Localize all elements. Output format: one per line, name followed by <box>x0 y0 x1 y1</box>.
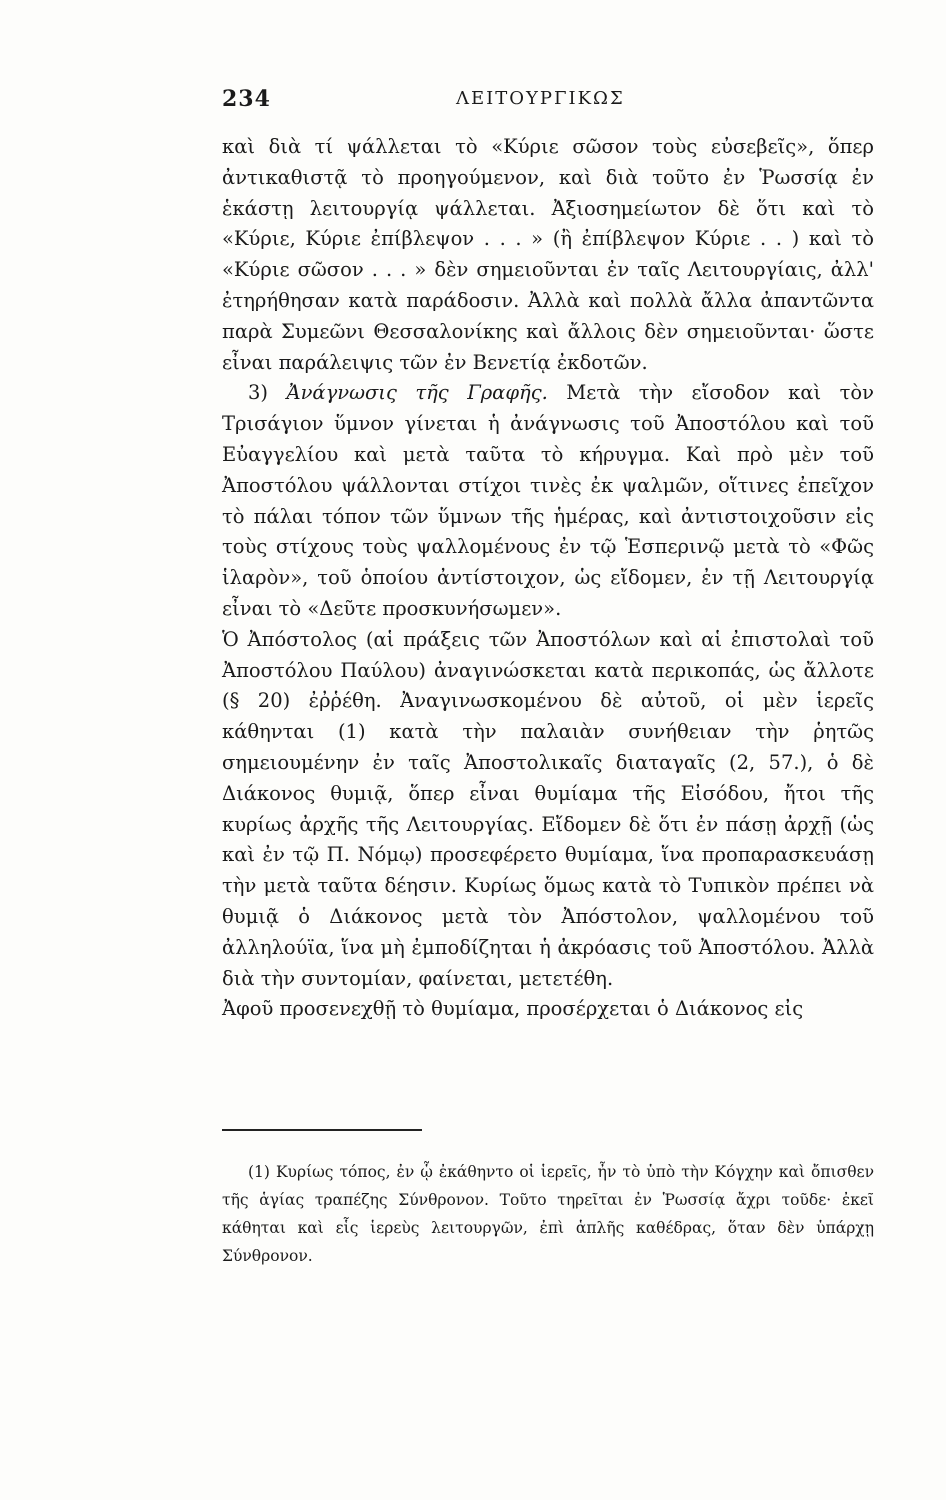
main-text <box>222 132 874 1025</box>
section-heading: Ἀνάγνωσις τῆς Γραφῆς. <box>286 381 548 405</box>
running-title: ΛΕΙΤΟΥΡΓΙΚΩΣ <box>456 88 625 109</box>
paragraph-3: Ὁ Ἀπόστολος (αἱ πράξεις τῶν Ἀποστόλων καὶ αἱ ἐπιστολαὶ τοῦ Ἀποστόλου Παύλου) ἀναγινώσκεται κατὰ περικοπάς, ὡς ἄλλοτε (§ 20) ἐῤῥέθη. Ἀναγινωσκομένου δὲ αὐτοῦ, οἱ μὲν ἱερεῖς κάθηνται (1) κατὰ τὴν παλαιὰν συνήθειαν τὴν ῥητῶς σημειουμένην ἐν ταῖς Ἀποστολικαῖς διαταγαῖς (2, 57.), ὁ δὲ Διάκονος θυμιᾷ, ὅπερ εἶναι θυμίαμα τῆς Εἰσόδου, ἤτοι τῆς κυρίως ἀρχῆς τῆς Λειτουργίας. Εἴδομεν δὲ ὅτι ἐν πάσῃ ἀρχῇ (ὡς καὶ ἐν τῷ Π. Νόμῳ) προσεφέρετο θυμίαμα, ἵνα προπαρασκευάσῃ τὴν μετὰ ταῦτα δέησιν. Κυρίως ὅμως κατὰ τὸ Τυπικὸν πρέπει νὰ θυμιᾷ ὁ Διάκονος μετὰ τὸν Ἀπόστολον, ψαλλομένου τοῦ ἀλληλούϊα, ἵνα μὴ ἐμποδίζηται ἡ ἀκρόασις τοῦ Ἀποστόλου. Ἀλλὰ διὰ τὴν συντομίαν, φαίνεται, μετετέθη. <box>222 627 874 990</box>
footnote-1: (1) Κυρίως τόπος, ἐν ᾧ ἐκάθηντο οἱ ἱερεῖς, ἦν τὸ ὑπὸ τὴν Κόγχην καὶ ὄπισθεν τῆς ἁγίας τραπέζης Σύνθρονον. Τοῦτο τηρεῖται ἐν Ῥωσσίᾳ ἄχρι τοῦδε· ἐκεῖ κάθηται καὶ εἷς ἱερεὺς λειτουργῶν, ἐπὶ ἁπλῆς καθέδρας, ὅταν δὲν ὑπάρχῃ Σύνθρονον. <box>222 1163 874 1265</box>
paragraph-1: καὶ διὰ τί ψάλλεται τὸ «Κύριε σῶσον τοὺς εὐσεβεῖς», ὅπερ ἀντικαθιστᾷ τὸ προηγούμενον, καὶ διὰ τοῦτο ἐν Ῥωσσίᾳ ἐν ἑκάστῃ λειτουργίᾳ ψάλλεται. Ἀξιοσημείωτον δὲ ὅτι καὶ τὸ «Κύριε, Κύριε ἐπίβλεψον . . . » (ἢ ἐπίβλεψον Κύριε . . ) καὶ τὸ «Κύριε σῶσον . . . » δὲν σημειοῦνται ἐν ταῖς Λειτουργίαις, ἀλλ' ἐτηρήθησαν κατὰ παράδοσιν. Ἀλλὰ καὶ πολλὰ ἄλλα ἀπαντῶντα παρὰ Συμεῶνι Θεσσαλονίκης καὶ ἄλλοις δὲν σημειοῦνται· ὥστε εἶναι παράλειψις τῶν ἐν Βενετίᾳ ἐκδοτῶν. <box>222 135 874 374</box>
section-number: 3) <box>248 381 269 405</box>
page-header <box>222 86 874 120</box>
footnotes <box>222 1158 874 1270</box>
paragraph-4: Ἀφοῦ προσενεχθῇ τὸ θυμίαμα, προσέρχεται ὁ Διάκονος εἰς <box>222 997 804 1021</box>
page-number: 234 <box>222 86 271 112</box>
footnote-rule <box>222 1129 422 1131</box>
paragraph-2 <box>222 378 874 624</box>
section-text: Μετὰ τὴν εἴσοδον καὶ τὸν Τρισάγιον ὕμνον γίνεται ἡ ἀνάγνωσις τοῦ Ἀποστόλου καὶ τοῦ Εὐαγγελίου καὶ μετὰ ταῦτα τὸ κήρυγμα. Καὶ πρὸ μὲν τοῦ Ἀποστόλου ψάλλονται στίχοι τινὲς ἐκ ψαλμῶν, οἵτινες ἐπεῖχον τὸ πάλαι τόπον τῶν ὕμνων τῆς ἡμέρας, καὶ ἀντιστοιχοῦσιν εἰς τοὺς στίχους τοὺς ψαλλομένους ἐν τῷ Ἑσπερινῷ μετὰ τὸ «Φῶς ἱλαρὸν», τοῦ ὁποίου ἀντίστοιχον, ὡς εἴδομεν, ἐν τῇ Λειτουργίᾳ εἶναι τὸ «Δεῦτε προσκυνήσωμεν». <box>222 381 874 620</box>
